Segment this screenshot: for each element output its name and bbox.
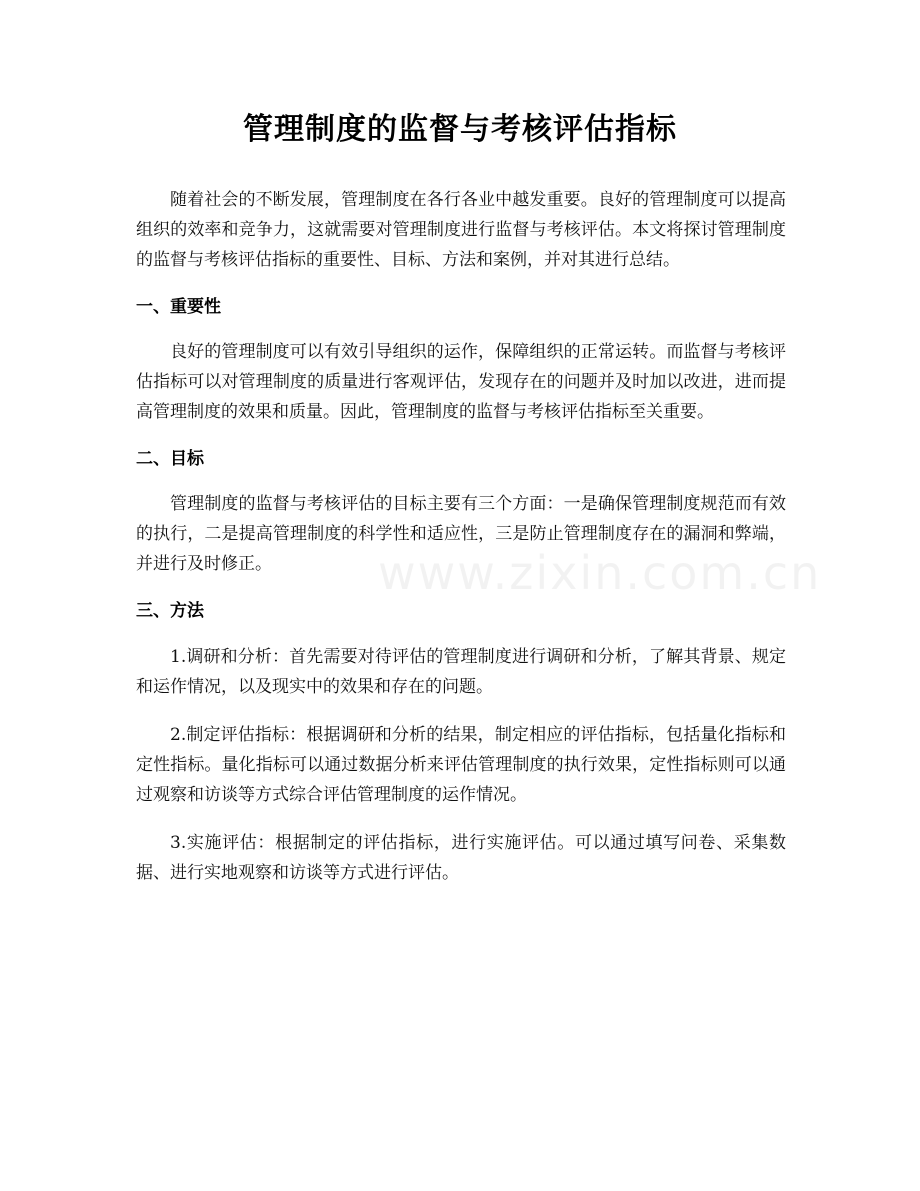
section-heading-methods: 三、方法 [136,601,204,621]
section-heading-goals: 二、目标 [136,449,204,469]
intro-paragraph: 随着社会的不断发展，管理制度在各行各业中越发重要。良好的管理制度可以提高组织的效率和竞争力，这就需要对管理制度进行监督与考核评估。本文将探讨管理制度的监督与考核评估指标的重要性、目标、方法和案例，并对其进行总结。 [136,190,786,270]
section-heading-importance: 一、重要性 [136,297,221,317]
section-paragraph-goals: 管理制度的监督与考核评估的目标主要有三个方面：一是确保管理制度规范而有效的执行，二是提高管理制度的科学性和适应性，三是防止管理制度存在的漏洞和弊端，并进行及时修正。 [136,494,786,574]
method-paragraph-2: 2.制定评估指标：根据调研和分析的结果，制定相应的评估指标，包括量化指标和定性指标。量化指标可以通过数据分析来评估管理制度的执行效果，定性指标则可以通过观察和访谈等方式综合评估管理制度的运作情况。 [136,725,786,805]
section-paragraph-importance: 良好的管理制度可以有效引导组织的运作，保障组织的正常运转。而监督与考核评估指标可以对管理制度的质量进行客观评估，发现存在的问题并及时加以改进，进而提高管理制度的效果和质量。因此，管理制度的监督与考核评估指标至关重要。 [136,342,786,422]
method-paragraph-3: 3.实施评估：根据制定的评估指标，进行实施评估。可以通过填写问卷、采集数据、进行实地观察和访谈等方式进行评估。 [136,833,786,883]
method-paragraph-1: 1.调研和分析：首先需要对待评估的管理制度进行调研和分析，了解其背景、规定和运作情况，以及现实中的效果和存在的问题。 [136,647,786,697]
watermark-text: www.zixin.com.cn [378,546,822,600]
document-body [136,185,786,888]
document-title: 管理制度的监督与考核评估指标 [243,112,677,147]
